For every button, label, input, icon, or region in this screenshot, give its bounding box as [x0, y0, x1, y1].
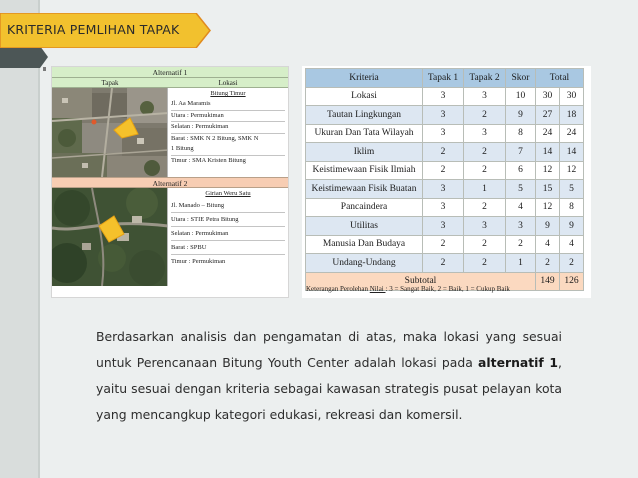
- alt2-map-image: [52, 188, 168, 286]
- criteria-value-cell: 15: [536, 180, 560, 199]
- alt1-line: Timur : SMA Kristen Bitung: [171, 156, 246, 164]
- criteria-value-cell: 3: [423, 124, 464, 143]
- table-row: [306, 180, 584, 199]
- criteria-value-cell: 2: [506, 235, 536, 254]
- criteria-value-cell: 14: [560, 143, 584, 162]
- alt1-location-info: [168, 88, 288, 177]
- criteria-name-cell: Tautan Lingkungan: [306, 106, 423, 125]
- legend-text: : 3 = Sangat Baik, 2 = Baik, 1 = Cukup Baik: [385, 285, 510, 293]
- header-site1: Tapak 1: [423, 69, 464, 88]
- alt1-line: Utara : Permukiman: [171, 111, 285, 123]
- alt2-line: Timur : Permukiman: [171, 258, 226, 265]
- criteria-value-cell: 4: [536, 235, 560, 254]
- criteria-value-cell: 3: [423, 87, 464, 106]
- alt2-line: Utara : STIE Petra Bitung: [171, 213, 285, 227]
- alt2-aerial-map: [52, 188, 168, 286]
- header-site2: Tapak 2: [464, 69, 506, 88]
- criteria-value-cell: 12: [560, 161, 584, 180]
- criteria-value-cell: 6: [506, 161, 536, 180]
- criteria-value-cell: 24: [536, 124, 560, 143]
- table-row: [306, 143, 584, 162]
- legend-prefix: Keterangan Perolehan: [306, 285, 370, 293]
- criteria-value-cell: 4: [506, 198, 536, 217]
- criteria-name-cell: Lokasi: [306, 87, 423, 106]
- col-site: Tapak: [101, 79, 119, 87]
- alt-column-headers: [52, 78, 288, 88]
- criteria-value-cell: 2: [536, 254, 560, 273]
- criteria-value-cell: 10: [506, 87, 536, 106]
- table-row: [306, 198, 584, 217]
- criteria-value-cell: 18: [560, 106, 584, 125]
- criteria-value-cell: 3: [423, 180, 464, 199]
- subtotal-site1: 149: [536, 272, 560, 291]
- criteria-value-cell: 2: [464, 161, 506, 180]
- alt2-line: Selatan : Permukiman: [171, 227, 285, 241]
- criteria-panel: [302, 66, 591, 298]
- alt2-header: Alternatif 2: [52, 177, 288, 188]
- alt1-line: Barat : SMK N 2 Bitung, SMK N: [171, 134, 259, 142]
- alt2-location-info: [168, 188, 288, 286]
- criteria-value-cell: 9: [536, 217, 560, 236]
- criteria-value-cell: 3: [464, 87, 506, 106]
- criteria-table: [305, 68, 584, 291]
- band-edge: [38, 0, 40, 478]
- conclusion-paragraph: [96, 324, 562, 428]
- criteria-value-cell: 3: [506, 217, 536, 236]
- alt2-area-name: Girian Weru Satu: [205, 190, 251, 197]
- criteria-value-cell: 2: [464, 143, 506, 162]
- table-row: [306, 235, 584, 254]
- criteria-value-cell: 27: [536, 106, 560, 125]
- left-decorative-band: [0, 0, 40, 478]
- criteria-value-cell: 3: [423, 198, 464, 217]
- criteria-value-cell: 2: [423, 161, 464, 180]
- criteria-name-cell: Keistimewaan Fisik Ilmiah: [306, 161, 423, 180]
- criteria-value-cell: 5: [506, 180, 536, 199]
- dark-accent-block: [0, 46, 40, 68]
- criteria-value-cell: 2: [423, 235, 464, 254]
- table-row: [306, 124, 584, 143]
- criteria-value-cell: 14: [536, 143, 560, 162]
- criteria-name-cell: Pancaindera: [306, 198, 423, 217]
- header-total: Total: [536, 69, 584, 88]
- criteria-value-cell: 2: [464, 254, 506, 273]
- table-row: [306, 87, 584, 106]
- criteria-value-cell: 24: [560, 124, 584, 143]
- slide-title: KRITERIA PEMLIHAN TAPAK: [7, 22, 180, 37]
- criteria-value-cell: 12: [536, 198, 560, 217]
- alt1-line: 1 Bitung: [171, 144, 285, 156]
- criteria-value-cell: 2: [464, 106, 506, 125]
- criteria-value-cell: 3: [423, 106, 464, 125]
- criteria-value-cell: 1: [464, 180, 506, 199]
- criteria-name-cell: Utilitas: [306, 217, 423, 236]
- legend-link: Nilai: [369, 285, 386, 293]
- header-criteria: Kriteria: [306, 69, 423, 88]
- table-header-row: [306, 69, 584, 88]
- alt2-row: [52, 188, 288, 286]
- alt2-line: Barat : SPBU: [171, 241, 285, 255]
- paragraph-text-after: , yaitu sesuai dengan kriteria sebagai kawasan strategis pusat pelayan kota yang mencangkup kategori edukasi, rekreasi dan komersil.: [96, 355, 562, 422]
- criteria-value-cell: 3: [423, 217, 464, 236]
- subtotal-site2: 126: [560, 272, 584, 291]
- criteria-value-cell: 2: [423, 254, 464, 273]
- criteria-value-cell: 12: [536, 161, 560, 180]
- alt1-row: [52, 88, 288, 177]
- criteria-value-cell: 4: [560, 235, 584, 254]
- criteria-value-cell: 9: [506, 106, 536, 125]
- criteria-value-cell: 8: [506, 124, 536, 143]
- criteria-name-cell: Iklim: [306, 143, 423, 162]
- alt1-area-name: Bitung Timur: [210, 90, 246, 97]
- criteria-value-cell: 3: [464, 124, 506, 143]
- criteria-value-cell: 9: [560, 217, 584, 236]
- criteria-name-cell: Ukuran Dan Tata Wilayah: [306, 124, 423, 143]
- table-row: [306, 161, 584, 180]
- corner-marker: [43, 67, 46, 71]
- criteria-value-cell: 2: [560, 254, 584, 273]
- criteria-table-body: [306, 87, 584, 291]
- criteria-value-cell: 5: [560, 180, 584, 199]
- alt1-map-image: [52, 88, 168, 177]
- paragraph-highlight: alternatif 1: [478, 355, 559, 370]
- alt1-header: Alternatif 1: [52, 67, 288, 78]
- table-row: [306, 217, 584, 236]
- criteria-value-cell: 7: [506, 143, 536, 162]
- criteria-name-cell: Keistimewaan Fisik Buatan: [306, 180, 423, 199]
- alt2-line: Jl. Manado – Bitung: [171, 199, 285, 213]
- criteria-value-cell: 30: [536, 87, 560, 106]
- alt1-line: Jl. Aa Maramis: [171, 99, 285, 111]
- alt1-line: Selatan : Permukiman: [171, 122, 285, 134]
- criteria-value-cell: 1: [506, 254, 536, 273]
- criteria-name-cell: Manusia Dan Budaya: [306, 235, 423, 254]
- table-row: [306, 254, 584, 273]
- header-score: Skor: [506, 69, 536, 88]
- criteria-value-cell: 30: [560, 87, 584, 106]
- subtotal-label: Subtotal: [306, 272, 536, 291]
- criteria-value-cell: 2: [464, 235, 506, 254]
- paragraph-text-before: Berdasarkan analisis dan pengamatan di atas, maka lokasi yang sesuai untuk Perencanaan Bitung Youth Center adalah lokasi pada: [96, 329, 562, 370]
- alt1-aerial-map: [52, 88, 168, 177]
- col-location: Lokasi: [218, 79, 238, 87]
- criteria-value-cell: 3: [464, 217, 506, 236]
- criteria-value-cell: 8: [560, 198, 584, 217]
- criteria-value-cell: 2: [464, 198, 506, 217]
- alternatives-panel: [51, 66, 289, 298]
- title-banner: [0, 13, 211, 48]
- table-row: [306, 106, 584, 125]
- score-legend: [306, 285, 510, 293]
- criteria-value-cell: 2: [423, 143, 464, 162]
- criteria-name-cell: Undang-Undang: [306, 254, 423, 273]
